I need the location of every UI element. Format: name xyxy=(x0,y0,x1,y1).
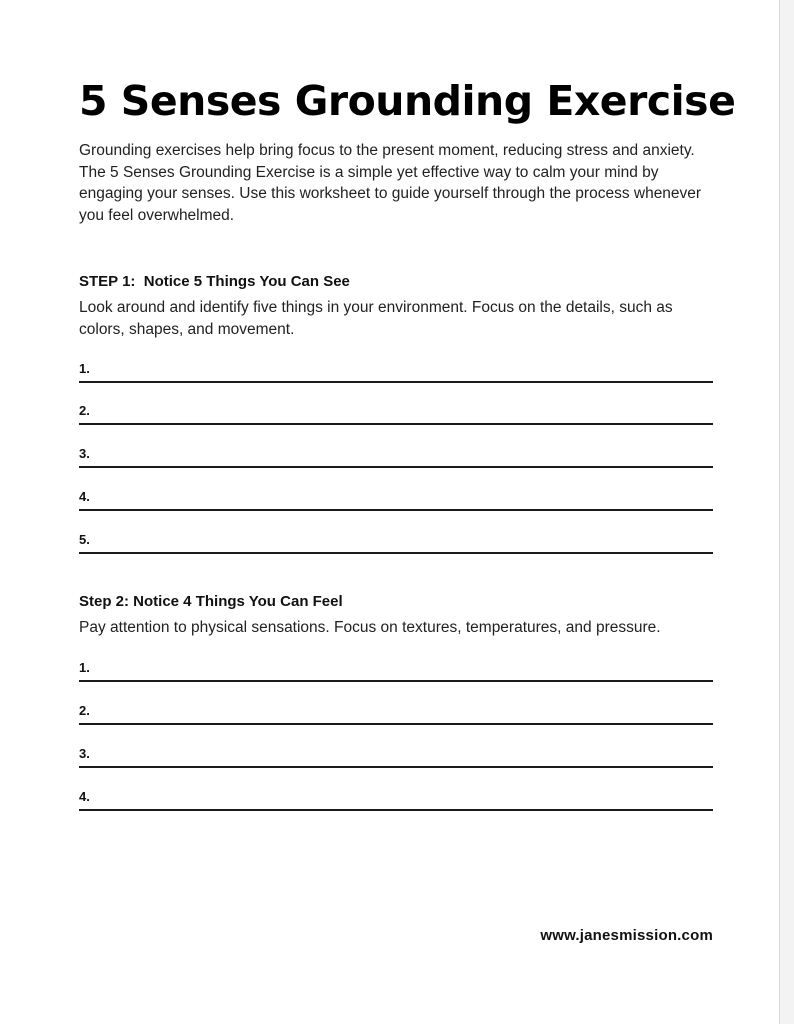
answer-number: 4. xyxy=(79,489,90,504)
step-2-description: Pay attention to physical sensations. Focus on textures, temperatures, and pressure. xyxy=(79,619,661,636)
worksheet xyxy=(79,72,736,226)
answer-number: 3. xyxy=(79,446,90,461)
step-1-answer-line-3[interactable] xyxy=(79,446,713,468)
step-1-answer-line-2[interactable] xyxy=(79,403,713,425)
step-1-heading: STEP 1: Notice 5 Things You Can See xyxy=(79,273,350,290)
step-2-section xyxy=(79,592,713,804)
step-2-answer-line-4[interactable] xyxy=(79,789,713,811)
answer-number: 1. xyxy=(79,361,90,376)
step-1-answer-line-1[interactable] xyxy=(79,361,713,383)
page-edge xyxy=(779,0,794,1024)
answer-number: 4. xyxy=(79,788,90,804)
step-2-answer-line-1[interactable] xyxy=(79,660,713,682)
step-1-answer-line-5[interactable] xyxy=(79,532,713,554)
step-1-description: Look around and identify five things in your environment. Focus on the details, such as colors, shapes, and movement. xyxy=(79,299,673,338)
step-2-answer-line-2[interactable] xyxy=(79,703,713,725)
step-2-answer-line-3[interactable] xyxy=(79,746,713,768)
step-1-section xyxy=(79,272,713,547)
answer-number: 2. xyxy=(79,702,90,718)
page-title: 5 Senses Grounding Exercise xyxy=(79,77,736,125)
answer-number: 5. xyxy=(79,532,90,547)
answer-number: 1. xyxy=(79,659,90,675)
answer-number: 2. xyxy=(79,403,90,418)
step-2-heading: Step 2: Notice 4 Things You Can Feel xyxy=(79,593,343,610)
intro-paragraph: Grounding exercises help bring focus to the present moment, reducing stress and anxiety. The 5 Senses Grounding Exercise is a simple yet effective way to calm your mind by engaging your senses. Use this worksheet to guide yourself through the process whenever you feel overwhelmed. xyxy=(79,142,702,224)
answer-number: 3. xyxy=(79,745,90,761)
footer-website-url: www.janesmission.com xyxy=(540,927,713,944)
step-1-answer-line-4[interactable] xyxy=(79,489,713,511)
